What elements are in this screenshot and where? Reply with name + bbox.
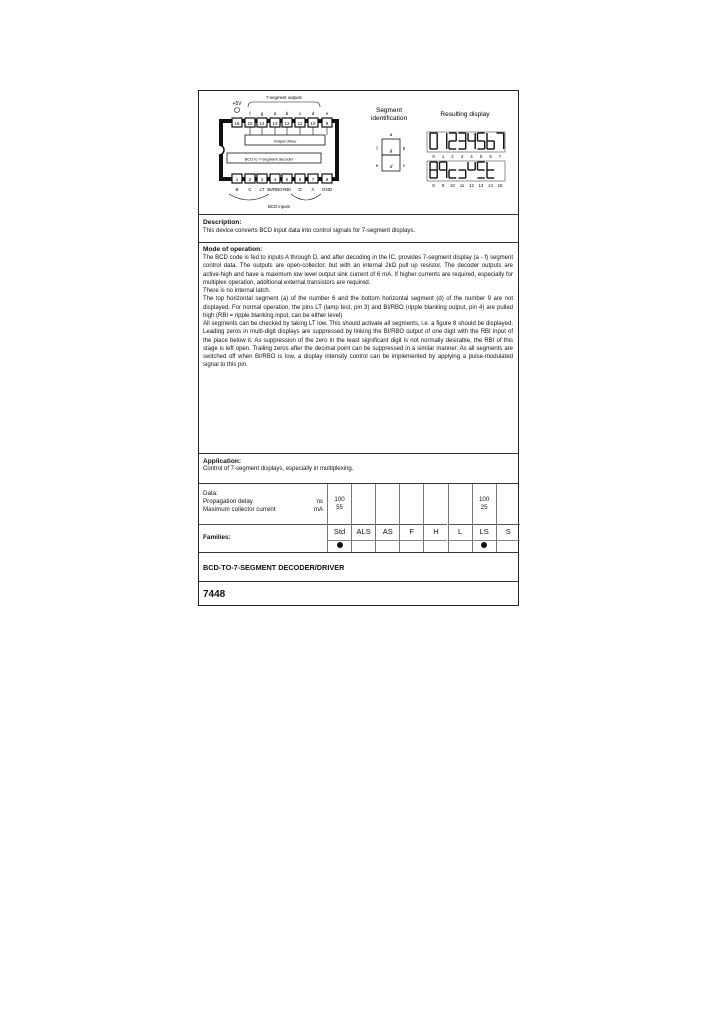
top-pin-number: 11 xyxy=(297,121,303,126)
family-column-std xyxy=(327,484,351,553)
data-row xyxy=(203,506,323,514)
decoder-label: BCD to 7-segment decoder xyxy=(244,156,294,162)
top-signal-label: a xyxy=(273,111,277,116)
available-dot-icon xyxy=(337,542,343,548)
top-pin-number: 10 xyxy=(310,121,316,126)
digit-label: 5 xyxy=(479,154,483,159)
data-heading: Data: xyxy=(203,490,218,497)
top-signal-label: f xyxy=(249,111,251,116)
display-title: Resulting display xyxy=(440,111,490,118)
family-values xyxy=(328,496,351,511)
family-name: ALS xyxy=(352,524,375,541)
digit-label: 4 xyxy=(470,154,473,159)
bottom-signal-label: LT xyxy=(259,187,265,192)
digit-label: 3 xyxy=(460,154,464,159)
datasheet-card xyxy=(198,90,519,606)
availability-cell xyxy=(328,539,351,548)
propagation-delay-value: 100 xyxy=(478,496,490,503)
mode-text xyxy=(203,254,513,370)
family-values xyxy=(473,496,496,511)
top-signal-label: b xyxy=(285,111,289,116)
digit-label: 9 xyxy=(441,183,445,188)
segment-letter: c xyxy=(402,163,406,168)
availability-cell xyxy=(473,539,496,548)
mode-heading: Mode of operation: xyxy=(203,246,263,253)
family-column-f xyxy=(399,484,423,553)
propagation-delay-value: 100 xyxy=(334,496,345,503)
family-name: L xyxy=(449,524,472,541)
digit-label: 1 xyxy=(441,154,445,159)
bottom-pin-number: 8 xyxy=(325,177,329,182)
top-pin-number: 14 xyxy=(259,121,265,126)
description-text: This device converts BCD input data into control signals for 7-segment displays. xyxy=(203,228,416,234)
row-unit: mA xyxy=(313,505,323,513)
bottom-pin-number: 1 xyxy=(235,177,239,182)
mode-paragraph: The BCD code is fed to inputs A through D, and after decoding in the IC, provides 7-segment display (a - f) segment control data. The outputs are open-collector, but with an internal 2kΩ pull up resistor. The decoder outputs are active-high and have a maximum low level output sink current of 6 mA. If higher currents are required, especially for multiplex operation, additional external transistors are required. xyxy=(203,255,513,286)
family-name: H xyxy=(424,524,447,541)
family-name: Std xyxy=(328,524,351,541)
pinout-diagram xyxy=(199,91,519,214)
bottom-pin-number: 4 xyxy=(273,177,277,182)
bottom-signal-label: RBI xyxy=(283,187,291,192)
digit-label: 7 xyxy=(498,154,502,159)
top-pin-number: 12 xyxy=(284,121,290,126)
device-title: BCD-TO-7-SEGMENT DECODER/DRIVER xyxy=(203,563,345,572)
mode-paragraph: All segments can be checked by taking LT low. This should activate all segments, i.e. a figure 8 should be displayed. Leading zeros in multi-digit displays are suppressed by linking the BI/RBO output of one digit with the RBI input of the place below it. As suppression of the zero in the least significant digit is not normally desirable, the RBI of this stage is left open. Trailing zeros after the decimal point can be suppressed in a similar manner. As all segments are switched off when BI/RBO is low, a display intensity control can be implemented by applying a pulse-modulated signal to this pin. xyxy=(203,321,513,369)
bottom-signal-label: BI/RBO xyxy=(267,187,283,192)
digit-label: 12 xyxy=(469,183,474,188)
bottom-pin-number: 3 xyxy=(260,177,264,182)
data-table xyxy=(199,483,518,552)
digit-label: 6 xyxy=(489,154,492,159)
segment-title: Segment xyxy=(375,107,403,114)
segment-letter: f xyxy=(376,146,378,151)
digit-label: 8 xyxy=(432,183,435,188)
top-pin-number: 13 xyxy=(272,121,278,126)
application-heading: Application: xyxy=(203,458,242,465)
family-column-as xyxy=(375,484,399,553)
application-section xyxy=(199,453,518,483)
data-row xyxy=(203,498,323,506)
bottom-pin-number: 6 xyxy=(298,177,302,182)
mode-section xyxy=(199,242,518,453)
digit-label: 15 xyxy=(497,183,503,188)
diagram-section xyxy=(199,91,518,214)
outputs-brace xyxy=(248,102,320,107)
mode-paragraph: The top horizontal segment (a) of the number 6 and the bottom horizontal segment (d) of the number 9 are not displayed. For normal operation, the pins LT (lamp test, pin 3) and BI/RBO (ripple blanking output, pin 4) are pulled high (RBI = ripple blanking input, can be either level) xyxy=(203,296,513,319)
top-signal-label: c xyxy=(298,111,302,116)
bottom-signal-label: C xyxy=(248,187,252,192)
family-name: F xyxy=(400,524,423,541)
family-name: LS xyxy=(473,524,496,541)
data-row-labels xyxy=(203,498,323,513)
part-number: 7448 xyxy=(203,589,226,600)
family-column-ls xyxy=(472,484,496,553)
bottom-signal-label: A xyxy=(311,187,315,192)
bottom-signal-label: D xyxy=(298,187,302,192)
top-pin-number: 16 xyxy=(234,121,240,126)
mode-paragraph: There is no internal latch. xyxy=(203,288,271,294)
top-pin-number: 15 xyxy=(247,121,253,126)
segment-letter: e xyxy=(375,163,379,168)
bottom-pin-number: 2 xyxy=(248,177,252,182)
top-signal-label: e xyxy=(325,111,329,116)
bottom-signal-label: GND xyxy=(322,187,332,192)
inputs-label: BCD inputs xyxy=(268,204,290,209)
row-unit: ns xyxy=(316,498,323,505)
families-label-cell xyxy=(199,524,327,553)
output-driver-label: Output driver xyxy=(273,138,297,144)
family-column-l xyxy=(448,484,472,553)
digit-label: 11 xyxy=(459,183,465,188)
digit-label: 10 xyxy=(450,183,455,188)
collector-current-value: 55 xyxy=(336,503,343,511)
family-column-s xyxy=(496,484,520,553)
supply-label: +5V xyxy=(232,101,242,107)
top-pin-number: 9 xyxy=(325,121,329,126)
bottom-pin-number: 7 xyxy=(311,177,315,182)
application-text: Control of 7-segment displays, especially in multiplexing. xyxy=(203,466,354,472)
description-section xyxy=(199,214,518,242)
family-name: S xyxy=(497,524,520,541)
family-column-h xyxy=(423,484,447,553)
family-name: AS xyxy=(376,524,399,541)
family-column-als xyxy=(351,484,375,553)
segment-title: identification xyxy=(370,115,408,122)
collector-current-value: 25 xyxy=(480,503,488,511)
digit-label: 0 xyxy=(432,154,435,159)
segment-letter: g xyxy=(389,148,393,153)
top-signal-label: g xyxy=(260,111,264,116)
segment-letter: b xyxy=(402,146,406,151)
segment-letter: d xyxy=(389,164,393,169)
supply-icon xyxy=(235,108,240,113)
title-section xyxy=(199,552,518,581)
segment-letter: a xyxy=(389,132,393,137)
bottom-signal-label: B xyxy=(235,187,239,192)
description-heading: Description: xyxy=(203,219,242,226)
bottom-pin-number: 5 xyxy=(285,177,289,182)
digit-label: 14 xyxy=(488,183,493,188)
inputs-brace xyxy=(229,194,321,200)
digit-label: 13 xyxy=(478,183,484,188)
part-section xyxy=(199,581,518,607)
ic-notch xyxy=(219,145,224,155)
outputs-label: 7-segment outputs xyxy=(266,95,302,100)
digit-label: 2 xyxy=(451,154,454,159)
available-dot-icon xyxy=(481,542,487,548)
families-label: Families: xyxy=(203,534,231,541)
ic-body xyxy=(221,121,337,179)
top-signal-label: d xyxy=(311,111,315,116)
row-label: Maximum collector current xyxy=(203,505,276,513)
row-label: Propagation delay xyxy=(203,498,253,505)
